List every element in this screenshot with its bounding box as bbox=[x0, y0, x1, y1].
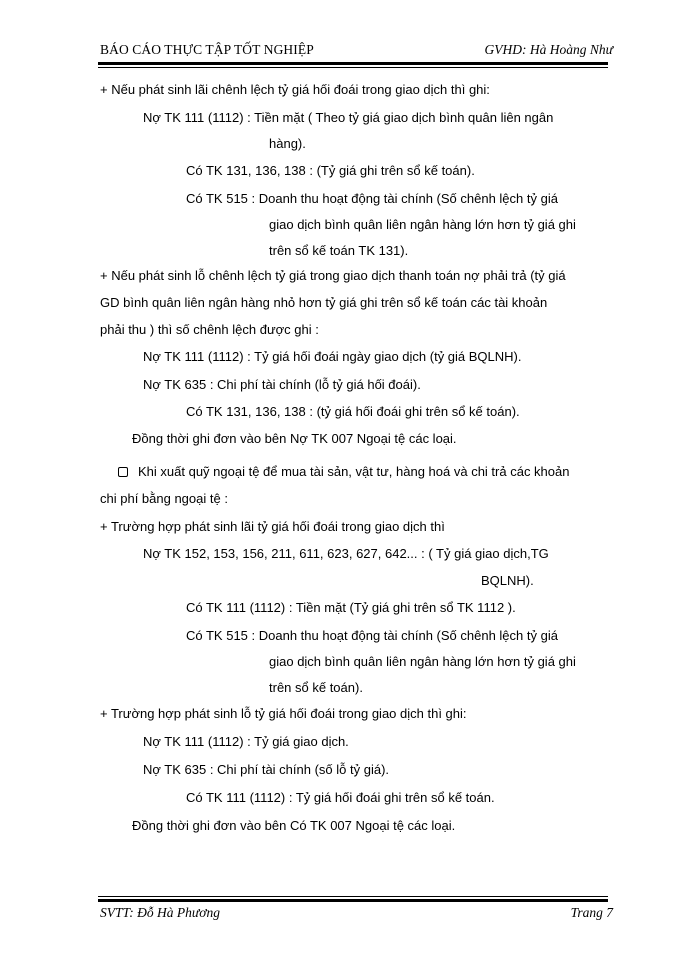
text-line: Nợ TK 635 : Chi phí tài chính (số lỗ tỷ giá). bbox=[143, 762, 390, 777]
bullet-line bbox=[118, 464, 569, 479]
header-rule-thin bbox=[98, 67, 608, 68]
text-line: BQLNH). bbox=[481, 573, 534, 588]
text-line: Khi xuất quỹ ngoại tệ để mua tài sản, vật tư, hàng hoá và chi trả các khoản bbox=[138, 464, 570, 479]
footer-author: SVTT: Đỗ Hà Phương bbox=[100, 905, 220, 920]
text-line: trên sổ kế toán TK 131). bbox=[269, 243, 409, 258]
text-line: + Nếu phát sinh lỗ chênh lệch tỷ giá trong giao dịch thanh toán nợ phải trả (tỷ giá bbox=[100, 268, 566, 283]
text-line: giao dịch bình quân liên ngân hàng lớn hơn tỷ giá ghi bbox=[269, 654, 576, 669]
text-line: Nợ TK 111 (1112) : Tỷ giá giao dịch. bbox=[143, 734, 349, 749]
text-line: giao dịch bình quân liên ngân hàng lớn hơn tỷ giá ghi bbox=[269, 217, 576, 232]
header-advisor: GVHD: Hà Hoàng Như bbox=[484, 42, 613, 57]
footer-page-number: Trang 7 bbox=[570, 905, 613, 920]
text-line: Nợ TK 635 : Chi phí tài chính (lỗ tỷ giá hối đoái). bbox=[143, 377, 421, 392]
text-line: chi phí bằng ngoại tệ : bbox=[100, 491, 228, 506]
text-line: + Nếu phát sinh lãi chênh lệch tỷ giá hối đoái trong giao dịch thì ghi: bbox=[100, 82, 490, 97]
text-line: trên sổ kế toán). bbox=[269, 680, 363, 695]
text-line: Có TK 131, 136, 138 : (tỷ giá hối đoái ghi trên sổ kế toán). bbox=[186, 404, 520, 419]
text-line: + Trường hợp phát sinh lãi tỷ giá hối đoái trong giao dịch thì bbox=[100, 519, 445, 534]
text-line: Đồng thời ghi đơn vào bên Có TK 007 Ngoại tệ các loại. bbox=[132, 818, 456, 833]
text-line: Nợ TK 111 (1112) : Tỷ giá hối đoái ngày giao dịch (tỷ giá BQLNH). bbox=[143, 349, 522, 364]
text-line: Nợ TK 111 (1112) : Tiền mặt ( Theo tỷ giá giao dịch bình quân liên ngân bbox=[143, 110, 554, 125]
text-line: hàng). bbox=[269, 136, 306, 151]
text-line: Đồng thời ghi đơn vào bên Nợ TK 007 Ngoại tệ các loại. bbox=[132, 431, 457, 446]
text-line: Có TK 515 : Doanh thu hoạt động tài chính (Số chênh lệch tỷ giá bbox=[186, 628, 558, 643]
text-line: Có TK 111 (1112) : Tỷ giá hối đoái ghi trên sổ kế toán. bbox=[186, 790, 495, 805]
text-line: Nợ TK 152, 153, 156, 211, 611, 623, 627, 642... : ( Tỷ giá giao dịch,TG bbox=[143, 546, 549, 561]
text-line: phải thu ) thì số chênh lệch được ghi : bbox=[100, 322, 319, 337]
text-line: Có TK 515 : Doanh thu hoạt động tài chính (Số chênh lệch tỷ giá bbox=[186, 191, 558, 206]
square-bullet-icon bbox=[118, 467, 128, 477]
footer-rule-thin bbox=[98, 896, 608, 897]
footer-rule-thick bbox=[98, 899, 608, 902]
text-line: + Trường hợp phát sinh lỗ tỷ giá hối đoái trong giao dịch thì ghi: bbox=[100, 706, 467, 721]
text-line: Có TK 111 (1112) : Tiền mặt (Tỷ giá ghi trên sổ TK 1112 ). bbox=[186, 600, 516, 615]
text-line: GD bình quân liên ngân hàng nhỏ hơn tỷ giá ghi trên sổ kế toán các tài khoản bbox=[100, 295, 548, 310]
text-line: Có TK 131, 136, 138 : (Tỷ giá ghi trên sổ kế toán). bbox=[186, 163, 475, 178]
header-title: BÁO CÁO THỰC TẬP TỐT NGHIỆP bbox=[100, 42, 314, 57]
header-rule-thick bbox=[98, 62, 608, 65]
